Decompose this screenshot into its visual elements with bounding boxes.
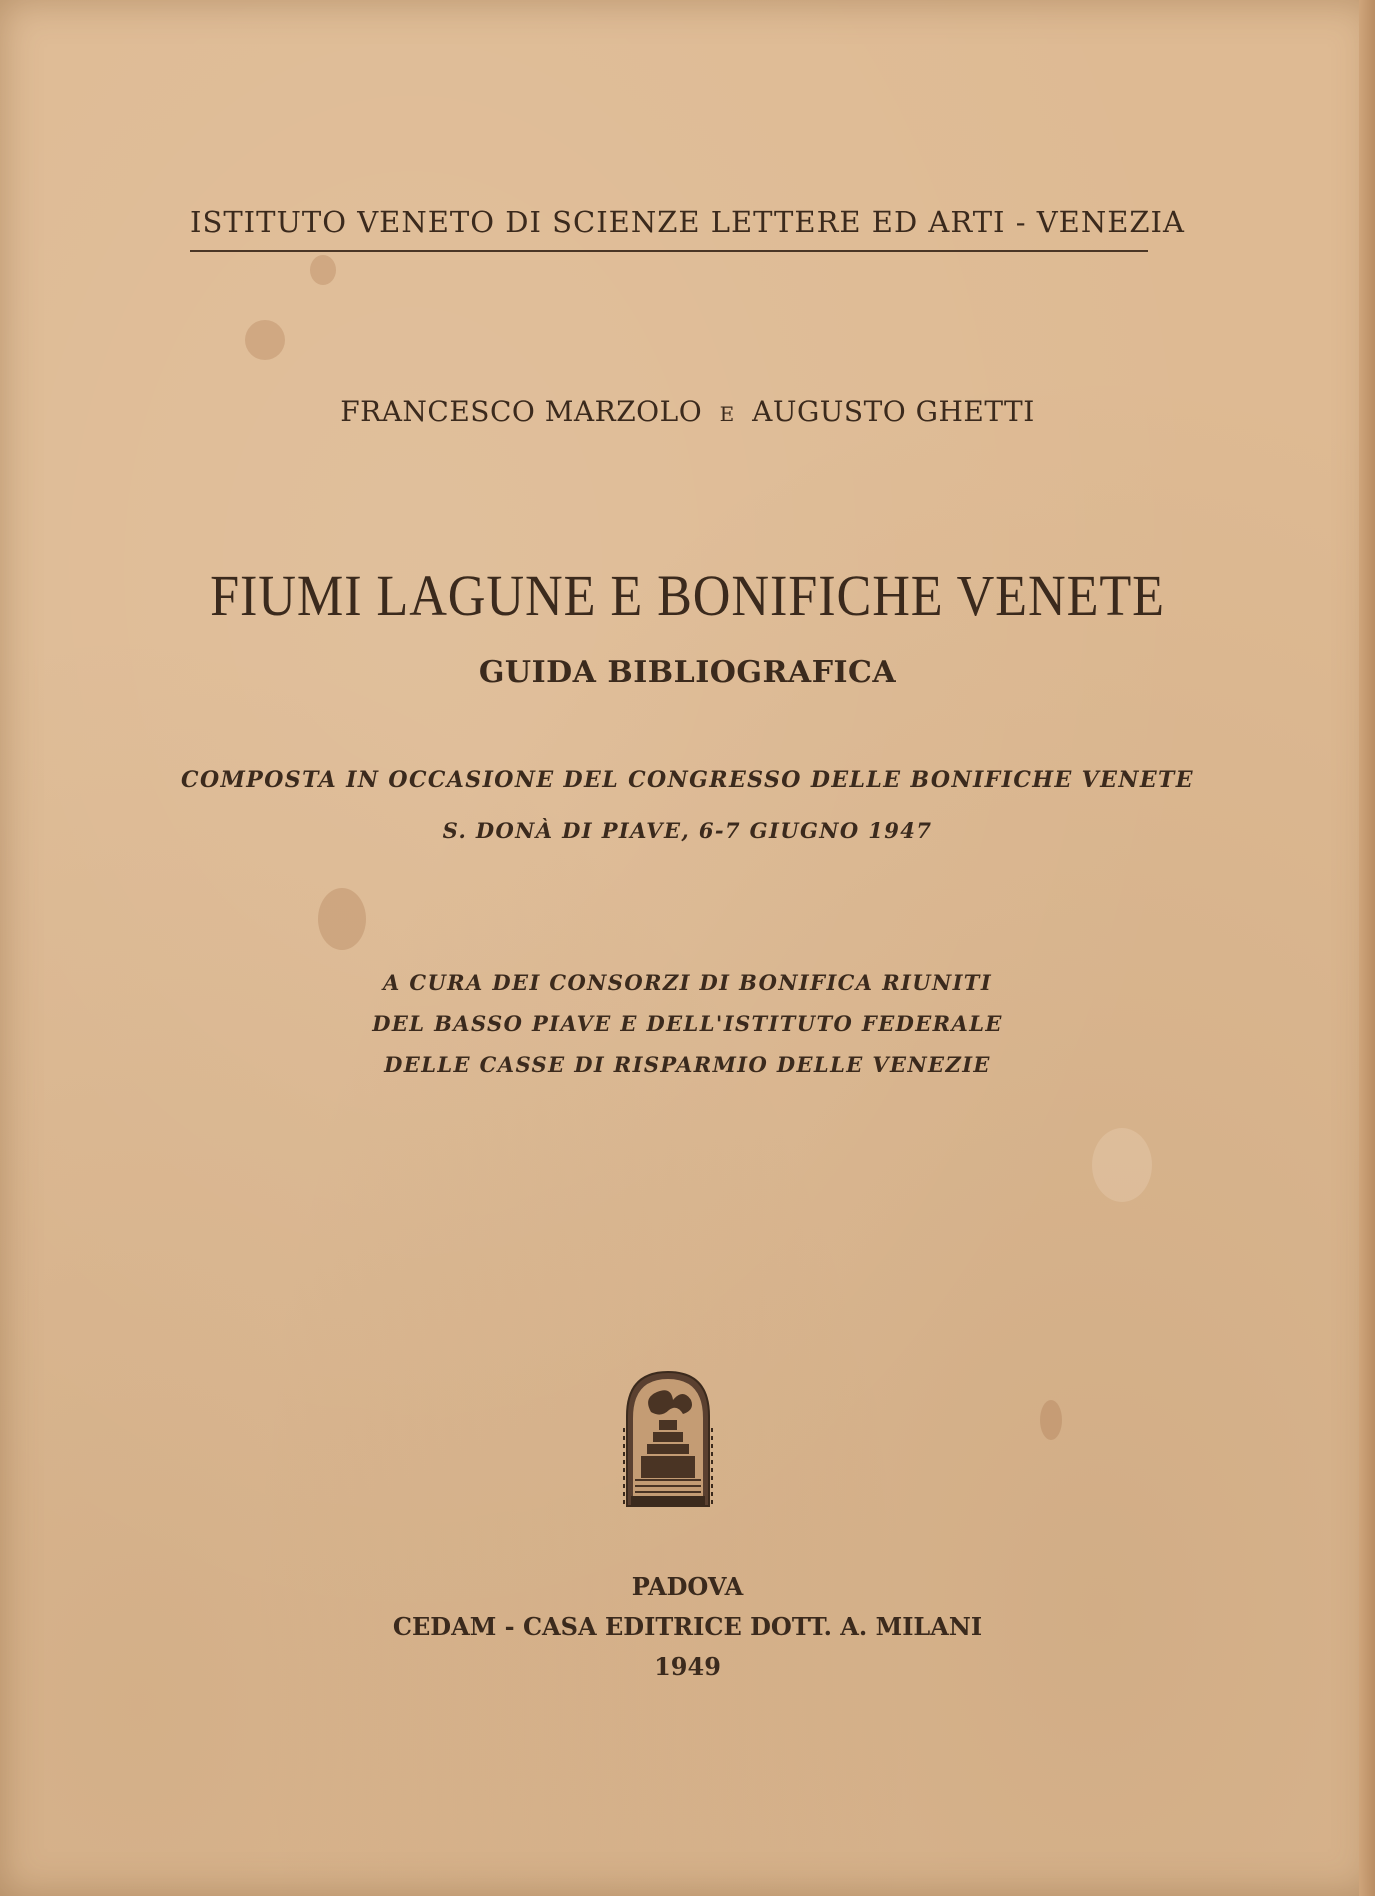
publisher-name: CEDAM - CASA EDITRICE DOTT. A. MILANI (392, 1612, 983, 1641)
editors-line-2: DEL BASSO PIAVE E DELL'ISTITUTO FEDERALE (372, 1011, 1003, 1036)
authors-line (0, 395, 1375, 428)
institute-name: ISTITUTO VENETO DI SCIENZE LETTERE ED ARTI - VENEZIA (190, 205, 1185, 239)
header-rule (190, 250, 1148, 252)
book-subtitle: GUIDA BIBLIOGRAFICA (478, 655, 897, 690)
stain (1040, 1400, 1062, 1440)
stain (245, 320, 285, 360)
editors-line-1: A CURA DEI CONSORZI DI BONIFICA RIUNITI (382, 970, 993, 995)
book-title: FIUMI LAGUNE E BONIFICHE VENETE (210, 563, 1165, 628)
stain (318, 888, 366, 950)
publisher-city: PADOVA (631, 1572, 744, 1601)
stain (310, 255, 336, 285)
publisher-emblem-icon (621, 1368, 715, 1510)
author-2: AUGUSTO GHETTI (752, 395, 1035, 428)
occasion-line-1: COMPOSTA IN OCCASIONE DEL CONGRESSO DELLE BONIFICHE VENETE (181, 767, 1194, 793)
author-joiner: E (719, 402, 735, 426)
author-1: FRANCESCO MARZOLO (340, 395, 703, 428)
occasion-line-2: S. DONÀ DI PIAVE, 6-7 GIUGNO 1947 (442, 818, 933, 843)
editors-line-3: DELLE CASSE DI RISPARMIO DELLE VENEZIE (384, 1052, 991, 1077)
publication-year: 1949 (654, 1652, 721, 1681)
stain (1092, 1128, 1152, 1202)
